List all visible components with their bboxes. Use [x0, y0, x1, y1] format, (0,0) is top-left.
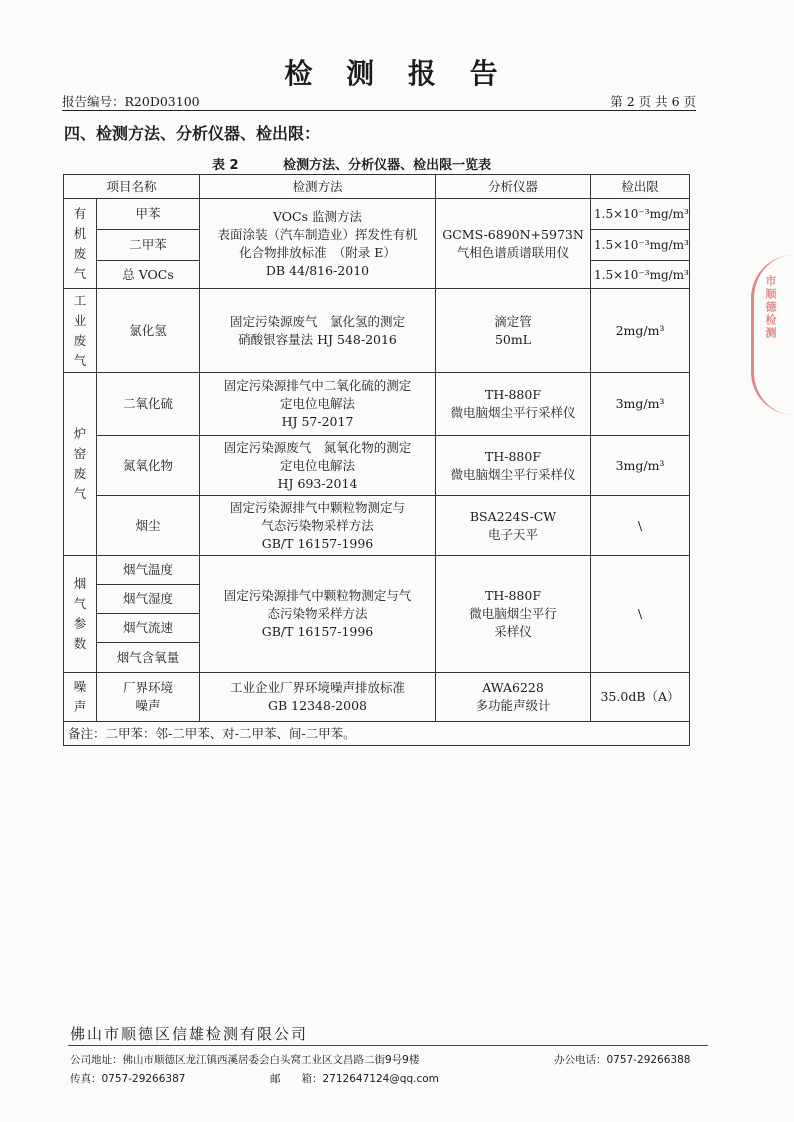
report-title: 检 测 报 告	[284, 57, 510, 90]
item-noise: 厂界环境 噪声	[97, 673, 200, 722]
instrument-hcl: 滴定管 50mL	[436, 289, 591, 373]
method-hcl: 固定污染源废气 氯化氢的测定 硝酸银容量法 HJ 548-2016	[200, 289, 436, 373]
instrument-so2: TH-880F 微电脑烟尘平行采样仪	[436, 373, 591, 436]
group-label-noise: 噪 声	[64, 673, 97, 722]
item-vocs: 总 VOCs	[97, 261, 200, 289]
table-header-row	[64, 175, 690, 199]
limit-vocs: 1.5×10⁻³mg/m³	[591, 261, 690, 289]
header-item: 项目名称	[64, 175, 200, 199]
footer-contact-row-1	[70, 1052, 706, 1067]
group-label-flue: 烟 气 参 数	[64, 556, 97, 673]
footer-address: 公司地址：佛山市顺德区龙江镇西溪居委会白头窝工业区文昌路二街9号9楼	[70, 1054, 420, 1066]
company-seal-stamp	[751, 255, 794, 415]
footer-fax: 传真：0757-29266387	[70, 1073, 186, 1085]
table-row	[64, 199, 690, 230]
header-method: 检测方法	[200, 175, 436, 199]
footer-phone: 办公电话：0757-29266388	[554, 1054, 691, 1066]
header-limit: 检出限	[591, 175, 690, 199]
report-header	[62, 94, 696, 111]
table-row	[64, 673, 690, 722]
method-flue: 固定污染源排气中颗粒物测定与气 态污染物采样方法 GB/T 16157-1996	[200, 556, 436, 673]
footer-company-name: 佛山市顺德区信雄检测有限公司	[70, 1025, 309, 1043]
table-row	[64, 556, 690, 585]
instrument-gcms: GCMS-6890N+5973N 气相色谱质谱联用仪	[436, 199, 591, 289]
table-caption-number: 表 2	[212, 158, 239, 173]
table-row	[64, 496, 690, 556]
instrument-nox: TH-880F 微电脑烟尘平行采样仪	[436, 436, 591, 496]
table-note-row	[64, 722, 690, 746]
methods-table	[63, 174, 690, 746]
item-benzene: 甲苯	[97, 199, 200, 230]
item-xylene: 二甲苯	[97, 230, 200, 261]
limit-nox: 3mg/m³	[591, 436, 690, 496]
item-flue-speed: 烟气流速	[97, 614, 200, 643]
table-caption-text: 检测方法、分析仪器、检出限一览表	[283, 158, 492, 173]
method-nox: 固定污染源废气 氮氧化物的测定 定电位电解法 HJ 693-2014	[200, 436, 436, 496]
report-number: 报告编号：R20D03100	[62, 94, 200, 109]
item-flue-humidity: 烟气湿度	[97, 585, 200, 614]
method-so2: 固定污染源排气中二氧化硫的测定 定电位电解法 HJ 57-2017	[200, 373, 436, 436]
footer-divider	[68, 1045, 708, 1046]
item-flue-temp: 烟气温度	[97, 556, 200, 585]
table-row	[64, 289, 690, 373]
instrument-flue: TH-880F 微电脑烟尘平行 采样仪	[436, 556, 591, 673]
table-caption	[212, 154, 491, 173]
instrument-noise: AWA6228 多功能声级计	[436, 673, 591, 722]
footer-email: 邮 箱：2712647124@qq.com	[270, 1073, 439, 1085]
group-label-kiln: 炉 窑 废 气	[64, 373, 97, 556]
limit-so2: 3mg/m³	[591, 373, 690, 436]
limit-hcl: 2mg/m³	[591, 289, 690, 373]
limit-benzene: 1.5×10⁻³mg/m³	[591, 199, 690, 230]
item-dust: 烟尘	[97, 496, 200, 556]
item-nox: 氮氧化物	[97, 436, 200, 496]
limit-dust: \	[591, 496, 690, 556]
seal-text: 市顺德检测	[764, 275, 777, 340]
table-note: 备注：二甲苯：邻-二甲苯、对-二甲苯、间-二甲苯。	[64, 722, 690, 746]
item-flue-oxygen: 烟气含氧量	[97, 643, 200, 673]
method-vocs: VOCs 监测方法 表面涂装（汽车制造业）挥发性有机 化合物排放标准 （附录 E） DB 44/816-2010	[200, 199, 436, 289]
instrument-dust: BSA224S-CW 电子天平	[436, 496, 591, 556]
table-row	[64, 436, 690, 496]
table-row	[64, 373, 690, 436]
method-noise: 工业企业厂界环境噪声排放标准 GB 12348-2008	[200, 673, 436, 722]
method-dust: 固定污染源排气中颗粒物测定与 气态污染物采样方法 GB/T 16157-1996	[200, 496, 436, 556]
limit-flue: \	[591, 556, 690, 673]
group-label-organic: 有 机 废 气	[64, 199, 97, 289]
page-indicator: 第 2 页 共 6 页	[610, 94, 696, 109]
footer-contact-row-2	[70, 1071, 706, 1086]
limit-xylene: 1.5×10⁻³mg/m³	[591, 230, 690, 261]
group-label-industrial: 工 业 废 气	[64, 289, 97, 373]
limit-noise: 35.0dB（A）	[591, 673, 690, 722]
section-title: 四、检测方法、分析仪器、检出限：	[64, 124, 321, 143]
item-so2: 二氧化硫	[97, 373, 200, 436]
item-hcl: 氯化氢	[97, 289, 200, 373]
header-instrument: 分析仪器	[436, 175, 591, 199]
